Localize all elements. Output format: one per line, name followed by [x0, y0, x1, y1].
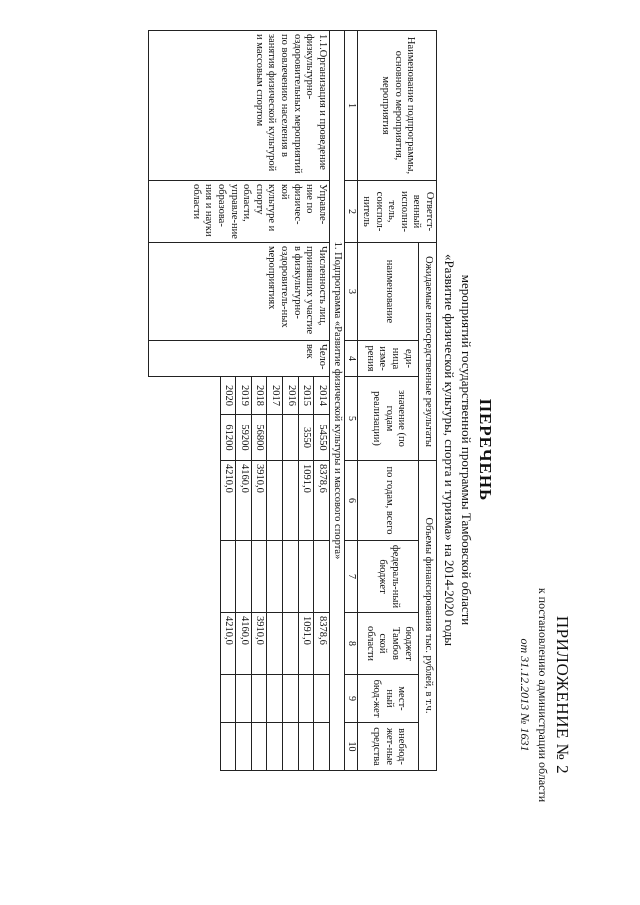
federal-cell	[220, 541, 236, 613]
local-cell	[298, 675, 314, 723]
document-subtitle: мероприятий государственной программы Тамбовской области	[459, 274, 474, 626]
table-row	[314, 31, 330, 871]
column-number: 8	[345, 613, 358, 675]
local-cell	[236, 675, 252, 723]
value-cell: 61200	[220, 415, 236, 461]
local-cell	[314, 675, 330, 723]
value-cell: 3550	[298, 415, 314, 461]
year-cell: 2017	[267, 377, 283, 415]
year-cell: 2015	[298, 377, 314, 415]
regional-cell: 3910,0	[251, 613, 267, 675]
federal-cell	[314, 541, 330, 613]
header-name: Наименование подпрограммы, основного мероприятия, мероприятия	[358, 31, 437, 181]
regional-cell: 1091,0	[298, 613, 314, 675]
value-cell	[267, 415, 283, 461]
year-cell: 2020	[220, 377, 236, 415]
column-number: 7	[345, 541, 358, 613]
header-extra: внебюд-жет-ные средства	[358, 723, 419, 771]
header-unit: еди-ница изме-рения	[358, 341, 419, 377]
header-total: по годам, всего	[358, 461, 419, 541]
appendix-title: ПРИЛОЖЕНИЕ № 2	[553, 615, 572, 775]
column-number: 1	[345, 31, 358, 181]
extra-cell	[314, 723, 330, 771]
document-subtitle-program: «Развитие физической культуры, спорта и туризма» на 2014-2020 годы	[442, 253, 457, 647]
column-number-row	[345, 31, 358, 871]
federal-cell	[267, 541, 283, 613]
subprogram-row	[329, 31, 345, 871]
federal-cell	[298, 541, 314, 613]
local-cell	[267, 675, 283, 723]
year-cell: 2019	[236, 377, 252, 415]
column-number: 3	[345, 243, 358, 341]
header-local: мест-ный бюд-жет	[358, 675, 419, 723]
header-funding: Объемы финансирования тыс. рублей, в т.ч.	[419, 461, 437, 771]
indicator-name: Численность лиц, принявших участие в физкультурно-оздоровитель-ных мероприятиях	[148, 243, 329, 341]
total-cell	[267, 461, 283, 541]
total-cell	[283, 461, 299, 541]
total-cell: 4160,0	[236, 461, 252, 541]
local-cell	[283, 675, 299, 723]
header-federal: федераль-ный бюджет	[358, 541, 419, 613]
header-row	[419, 31, 437, 871]
year-cell: 2018	[251, 377, 267, 415]
federal-cell	[251, 541, 267, 613]
total-cell: 8378,6	[314, 461, 330, 541]
value-cell	[283, 415, 299, 461]
federal-cell	[236, 541, 252, 613]
document-title: ПЕРЕЧЕНЬ	[476, 398, 495, 502]
total-cell: 1091,0	[298, 461, 314, 541]
value-cell: 54550	[314, 415, 330, 461]
appendix-line: к постановлению администрации области	[536, 587, 550, 803]
regional-cell	[283, 613, 299, 675]
total-cell: 3910,0	[251, 461, 267, 541]
column-number: 2	[345, 181, 358, 243]
header-executor: Ответст-венный исполни-тель, соиспол-нитель	[358, 181, 437, 243]
measure-name: 1.1.Организация и проведение физкультурно-оздоровительных мероприятий по вовлечению населения в занятия физической культурой и массовым спортом	[148, 31, 329, 181]
extra-cell	[298, 723, 314, 771]
indicator-unit: Чело-век	[148, 341, 329, 377]
value-cell: 59200	[236, 415, 252, 461]
column-number: 4	[345, 341, 358, 377]
regional-cell	[267, 613, 283, 675]
extra-cell	[251, 723, 267, 771]
measure-executor: Управле-ние по физичес-кой культуре и спорту области, управле-ние образова-ния и науки области	[148, 181, 329, 243]
local-cell	[220, 675, 236, 723]
column-number: 5	[345, 377, 358, 461]
column-number: 9	[345, 675, 358, 723]
total-cell: 4210,0	[220, 461, 236, 541]
appendix-date: от 31.12.2013 № 1631	[518, 638, 532, 752]
header-regional: бюджет Тамбов ской области	[358, 613, 419, 675]
extra-cell	[267, 723, 283, 771]
subprogram-title: 1. Подпрограмма «Развитие физической культуры и массового спорта»	[329, 31, 345, 771]
header-expected: Ожидаемые непосредственные результаты	[419, 243, 437, 461]
federal-cell	[283, 541, 299, 613]
measures-table	[148, 30, 437, 871]
column-number: 10	[345, 723, 358, 771]
extra-cell	[220, 723, 236, 771]
value-cell: 56800	[251, 415, 267, 461]
regional-cell: 8378,6	[314, 613, 330, 675]
year-cell: 2016	[283, 377, 299, 415]
header-indicator-name: наименование	[358, 243, 419, 341]
local-cell	[251, 675, 267, 723]
regional-cell: 4160,0	[236, 613, 252, 675]
extra-cell	[236, 723, 252, 771]
regional-cell: 4210,0	[220, 613, 236, 675]
extra-cell	[283, 723, 299, 771]
header-value: значение (по годам реализации)	[358, 377, 419, 461]
column-number: 6	[345, 461, 358, 541]
year-cell: 2014	[314, 377, 330, 415]
